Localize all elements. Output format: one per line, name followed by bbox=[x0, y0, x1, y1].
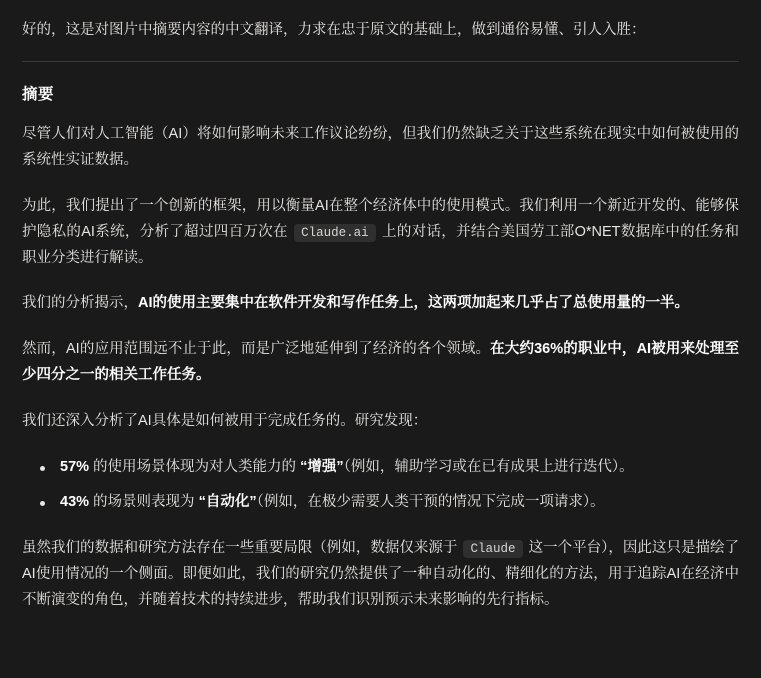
bullet-emphasis-augmentation: “增强” bbox=[300, 458, 344, 475]
section-title: 摘要 bbox=[22, 86, 55, 104]
intro-paragraph: 好的，这是对图片中摘要内容的中文翻译，力求在忠于原文的基础上，做到通俗易懂、引人入胜： bbox=[22, 22, 646, 38]
paragraph-limitations-text-1: 虽然我们的数据和研究方法存在一些重要局限（例如，数据仅来源于 bbox=[22, 540, 462, 557]
paragraph-breadth-text-1: 然而，AI的应用范围远不止于此，而是广泛地延伸到了经济的各个领域。 bbox=[22, 341, 491, 358]
bullet-text-after-automation: （例如，在极少需要人类干预的情况下完成一项请求）。 bbox=[256, 494, 605, 511]
list-item bbox=[22, 455, 739, 481]
section-divider bbox=[22, 61, 739, 62]
bullet-text-after-augmentation: （例如，辅助学习或在已有成果上进行迭代）。 bbox=[343, 458, 634, 475]
inline-code-claude-ai: Claude.ai bbox=[294, 224, 376, 242]
paragraph-framework-text-2: 上的对话，并结合美国劳工部O*NET数据库中的任务和职业分类进行解读。 bbox=[22, 223, 740, 266]
inline-code-claude: Claude bbox=[463, 540, 522, 558]
paragraph-breadth-bold: 在大约36%的职业中，AI被用来处理至少四分之一的相关工作任务。 bbox=[22, 341, 739, 383]
bullet-value-automation: 43% bbox=[60, 494, 90, 511]
paragraph-findings-text-1: 我们的分析揭示， bbox=[22, 295, 138, 312]
paragraph-limitations bbox=[22, 536, 739, 613]
bullet-text-before-augmentation: 的使用场景体现为对人类能力的 bbox=[89, 458, 301, 475]
paragraph-usage-intro: 我们还深入分析了AI具体是如何被用于完成任务的。研究发现： bbox=[22, 412, 428, 429]
paragraph-breadth bbox=[22, 337, 739, 389]
paragraph-findings-bold: AI的使用主要集中在软件开发和写作任务上，这两项加起来几乎占了总使用量的一半。 bbox=[138, 295, 689, 312]
paragraph-framework bbox=[22, 194, 739, 271]
findings-list bbox=[22, 455, 739, 517]
bullet-value-augmentation: 57% bbox=[60, 458, 90, 475]
paragraph-abstract-context: 尽管人们对人工智能（AI）将如何影响未来工作议论纷纷，但我们仍然缺乏关于这些系统在现实中如何被使用的系统性实证数据。 bbox=[22, 126, 739, 169]
paragraph-findings-concentration bbox=[22, 291, 739, 317]
list-item bbox=[22, 490, 739, 516]
paragraph-framework-text-1: 为此，我们提出了一个创新的框架，用以衡量AI在整个经济体中的使用模式。我们利用一个新近开发的、能够保护隐私的AI系统，分析了超过四百万次在 bbox=[22, 197, 739, 240]
bullet-emphasis-automation: “自动化” bbox=[198, 494, 257, 511]
bullet-text-before-automation: 的场景则表现为 bbox=[89, 494, 199, 511]
paragraph-limitations-text-2: 这一个平台），因此这只是描绘了AI使用情况的一个侧面。即便如此，我们的研究仍然提供了一种自动化的、精细化的方法，用于追踪AI在经济中不断演变的角色，并随着技术的持续进步，帮助我们识别预示未来影响的先行指标。 bbox=[22, 540, 739, 608]
